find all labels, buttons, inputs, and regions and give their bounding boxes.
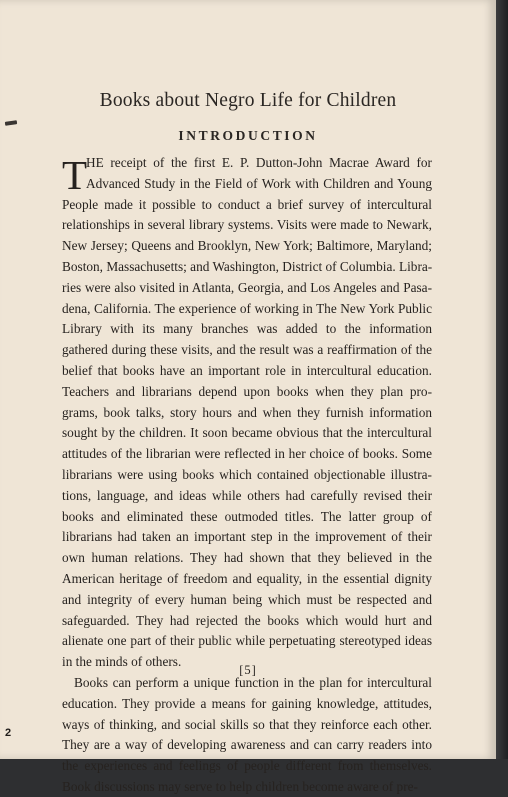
text-line: They are a way of developing awareness and can carry readers into <box>62 737 432 753</box>
text-line: own human relations. They had shown that they believed in the <box>62 550 432 566</box>
text-line: Library with its many branches was added to the information <box>62 321 432 337</box>
text-line: belief that books have an important role in intercultural education. <box>62 363 432 378</box>
text-line: the experiences and feelings of people different from themselves. <box>62 758 432 774</box>
text-line: ways of thinking, and social skills so that they reinforce each other. <box>62 716 432 732</box>
text-line: and integrity of every human being which must be respected and <box>62 591 432 607</box>
text-line: in the minds of others. <box>62 654 182 670</box>
text-line: People made it possible to conduct a brief survey of intercultural <box>62 196 432 212</box>
text-line: New Jersey; Queens and Brooklyn, New York; Baltimore, Maryland; <box>62 238 432 254</box>
text-line: alienate one part of their public while perpetuating stereotyped ideas <box>62 633 432 649</box>
text-line: relationships in several library systems. Visits were made to Newark, <box>62 217 432 233</box>
drop-cap: T <box>62 152 88 198</box>
page-title: Books about Negro Life for Children <box>99 90 397 111</box>
text-line: books and eliminated these outmoded titles. The latter group of <box>62 508 432 524</box>
page-edge-shadow <box>496 0 508 759</box>
text-line: Teachers and librarians depend upon books when they plan pro- <box>62 383 432 399</box>
text-line: sought by the children. It soon became obvious that the intercultural <box>62 425 432 441</box>
text-line: American heritage of freedom and equality, in the essential dignity <box>62 571 432 586</box>
text-line: HE receipt of the first E. P. Dutton-John Macrae Award for <box>86 155 432 170</box>
text-line: Boston, Massachusetts; and Washington, District of Columbia. Libra- <box>62 259 433 274</box>
text-line: tions, language, and ideas while others had carefully revised their <box>62 487 432 503</box>
text-line: grams, book talks, story hours and when they furnish information <box>62 404 432 420</box>
page-number: [5] <box>239 663 257 677</box>
text-line: Books can perform a unique function in the plan for intercultural <box>74 675 432 690</box>
text-line: librarians were using books which contained objectionable illustra- <box>62 467 432 482</box>
section-heading: INTRODUCTION <box>178 128 318 143</box>
text-line: librarians had taken an important step in the improvement of their <box>62 529 432 545</box>
text-line: attitudes of the librarian were reflected in her choice of books. Some <box>62 446 432 462</box>
text-line: education. They provide a means for gaining knowledge, attitudes, <box>62 695 432 711</box>
margin-mark <box>5 120 17 126</box>
text-line: Advanced Study in the Field of Work with Children and Young <box>86 175 432 191</box>
text-line: safeguarded. They had rejected the books which would hurt and <box>62 612 432 628</box>
corner-number: 2 <box>5 727 12 739</box>
text-line: dena, California. The experience of working in The New York Public <box>62 300 432 316</box>
text-line: ries were also visited in Atlanta, Georgia, and Los Angeles and Pasa- <box>62 279 432 295</box>
text-line: gathered during these visits, and the result was a reaffirmation of the <box>62 342 432 358</box>
text-line: Book discussions may serve to help children become aware of pre- <box>62 779 418 794</box>
